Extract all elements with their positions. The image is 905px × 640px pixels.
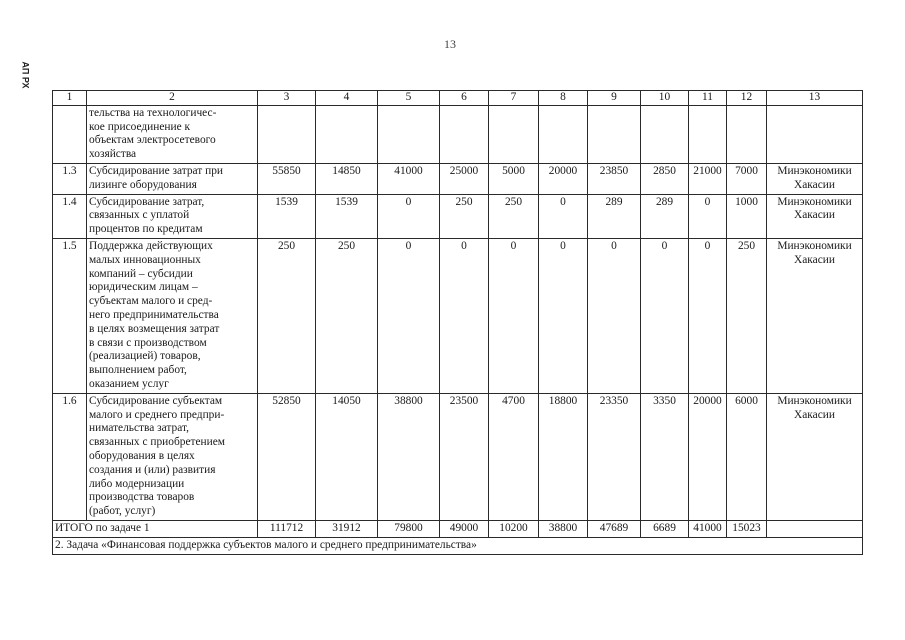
amount-cell: [641, 105, 689, 163]
amount-cell: 20000: [539, 163, 588, 194]
measure-name-line: субъектам малого и сред-: [89, 295, 213, 308]
measure-name-line: оказанием услуг: [89, 377, 169, 390]
executor-line: Минэкономики: [777, 239, 852, 252]
column-number-cell: 3: [258, 91, 316, 106]
total-amount-cell: 79800: [378, 520, 440, 537]
measure-name-cell: [87, 393, 258, 520]
executor-cell: [767, 194, 863, 238]
row-number-cell: [53, 105, 87, 163]
row-number-cell: 1.3: [53, 163, 87, 194]
side-stamp: [12, 62, 38, 88]
column-number-cell: 10: [641, 91, 689, 106]
amount-cell: 0: [440, 238, 489, 393]
measure-name-line: объектам электросетевого: [89, 134, 216, 147]
measure-name-cell: [87, 238, 258, 393]
amount-cell: 14050: [316, 393, 378, 520]
column-number-cell: 12: [727, 91, 767, 106]
column-number-row: [53, 91, 863, 106]
amount-cell: 55850: [258, 163, 316, 194]
amount-cell: 1539: [316, 194, 378, 238]
executor-cell: [767, 393, 863, 520]
total-amount-cell: 15023: [727, 520, 767, 537]
amount-cell: 38800: [378, 393, 440, 520]
amount-cell: [588, 105, 641, 163]
row-number-cell: 1.4: [53, 194, 87, 238]
amount-cell: 250: [489, 194, 539, 238]
task-row: [53, 537, 863, 554]
amount-cell: 0: [489, 238, 539, 393]
table-row: [53, 163, 863, 194]
executor-cell: [767, 105, 863, 163]
amount-cell: [316, 105, 378, 163]
table-row: [53, 194, 863, 238]
measure-name-line: в связи с производством: [89, 336, 207, 349]
executor-cell: [767, 163, 863, 194]
total-amount-cell: 41000: [689, 520, 727, 537]
measure-name-cell: [87, 105, 258, 163]
measure-name-line: оборудования в целях: [89, 449, 195, 462]
column-number-cell: 9: [588, 91, 641, 106]
amount-cell: 41000: [378, 163, 440, 194]
amount-cell: 23850: [588, 163, 641, 194]
amount-cell: 0: [539, 194, 588, 238]
amount-cell: 0: [539, 238, 588, 393]
row-number-cell: 1.5: [53, 238, 87, 393]
measure-name-line: компаний – субсидии: [89, 267, 193, 280]
total-executor-cell: [767, 520, 863, 537]
amount-cell: 250: [727, 238, 767, 393]
total-amount-cell: 47689: [588, 520, 641, 537]
measure-name-line: выполнением работ,: [89, 364, 187, 377]
measure-name-line: Субсидирование затрат при: [89, 164, 224, 177]
amount-cell: 18800: [539, 393, 588, 520]
amount-cell: [727, 105, 767, 163]
table-row: [53, 238, 863, 393]
total-row: [53, 520, 863, 537]
amount-cell: [258, 105, 316, 163]
table-row: [53, 105, 863, 163]
executor-line: Хакасии: [794, 209, 835, 222]
measure-name-line: производства товаров: [89, 491, 195, 504]
measure-name-line: Поддержка действующих: [89, 239, 213, 252]
measure-name-line: связанных с приобретением: [89, 436, 225, 449]
executor-line: Хакасии: [794, 253, 835, 266]
amount-cell: 4700: [489, 393, 539, 520]
amount-cell: [539, 105, 588, 163]
amount-cell: 0: [588, 238, 641, 393]
amount-cell: 250: [316, 238, 378, 393]
measure-name-line: малого и среднего предпри-: [89, 408, 225, 421]
executor-line: Минэкономики: [777, 394, 852, 407]
measure-name-line: юридическим лицам –: [89, 281, 198, 294]
total-amount-cell: 10200: [489, 520, 539, 537]
amount-cell: 23350: [588, 393, 641, 520]
measure-name-line: хозяйства: [89, 148, 137, 161]
column-number-cell: 6: [440, 91, 489, 106]
column-number-cell: 1: [53, 91, 87, 106]
amount-cell: 250: [258, 238, 316, 393]
side-stamp-text: АП РХ: [20, 61, 31, 89]
measure-name-cell: [87, 163, 258, 194]
column-number-cell: 5: [378, 91, 440, 106]
amount-cell: 5000: [489, 163, 539, 194]
executor-line: Хакасии: [794, 178, 835, 191]
measure-name-line: нимательства затрат,: [89, 422, 189, 435]
measure-name-line: Субсидирование субъектам: [89, 394, 223, 407]
measure-name-line: процентов по кредитам: [89, 223, 203, 236]
measure-name-line: либо модернизации: [89, 477, 185, 490]
amount-cell: [689, 105, 727, 163]
column-number-cell: 13: [767, 91, 863, 106]
column-number-cell: 2: [87, 91, 258, 106]
table-row: [53, 393, 863, 520]
total-amount-cell: 31912: [316, 520, 378, 537]
row-number-cell: 1.6: [53, 393, 87, 520]
measure-name-line: тельства на технологичес-: [89, 106, 217, 119]
amount-cell: 0: [689, 194, 727, 238]
amount-cell: 1539: [258, 194, 316, 238]
measure-name-line: Субсидирование затрат,: [89, 195, 205, 208]
measure-name-line: малых инновационных: [89, 253, 201, 266]
total-label-cell: ИТОГО по задаче 1: [53, 520, 258, 537]
column-number-cell: 11: [689, 91, 727, 106]
measure-name-line: лизинге оборудования: [89, 178, 197, 191]
amount-cell: [440, 105, 489, 163]
amount-cell: 6000: [727, 393, 767, 520]
amount-cell: 0: [378, 238, 440, 393]
total-amount-cell: 6689: [641, 520, 689, 537]
amount-cell: 0: [689, 238, 727, 393]
amount-cell: 0: [641, 238, 689, 393]
amount-cell: [378, 105, 440, 163]
total-amount-cell: 49000: [440, 520, 489, 537]
total-amount-cell: 111712: [258, 520, 316, 537]
page-number: 13: [444, 37, 456, 51]
amount-cell: 7000: [727, 163, 767, 194]
budget-table: [52, 90, 863, 555]
task-title-cell: 2. Задача «Финансовая поддержка субъектов малого и среднего предпринимательства»: [53, 537, 863, 554]
amount-cell: 20000: [689, 393, 727, 520]
measure-name-line: (работ, услуг): [89, 505, 156, 518]
measure-name-line: кое присоединение к: [89, 120, 191, 133]
column-number-cell: 7: [489, 91, 539, 106]
amount-cell: 3350: [641, 393, 689, 520]
amount-cell: 1000: [727, 194, 767, 238]
amount-cell: 25000: [440, 163, 489, 194]
executor-line: Минэкономики: [777, 164, 852, 177]
measure-name-cell: [87, 194, 258, 238]
executor-cell: [767, 238, 863, 393]
column-number-cell: 8: [539, 91, 588, 106]
amount-cell: 2850: [641, 163, 689, 194]
measure-name-line: (реализацией) товаров,: [89, 350, 201, 363]
amount-cell: 21000: [689, 163, 727, 194]
amount-cell: 14850: [316, 163, 378, 194]
amount-cell: 0: [378, 194, 440, 238]
amount-cell: [489, 105, 539, 163]
measure-name-line: связанных с уплатой: [89, 209, 190, 222]
amount-cell: 289: [641, 194, 689, 238]
amount-cell: 289: [588, 194, 641, 238]
measure-name-line: создания и (или) развития: [89, 463, 216, 476]
column-number-cell: 4: [316, 91, 378, 106]
amount-cell: 23500: [440, 393, 489, 520]
total-amount-cell: 38800: [539, 520, 588, 537]
measure-name-line: в целях возмещения затрат: [89, 322, 220, 335]
amount-cell: 250: [440, 194, 489, 238]
amount-cell: 52850: [258, 393, 316, 520]
executor-line: Хакасии: [794, 408, 835, 421]
measure-name-line: него предпринимательства: [89, 308, 219, 321]
executor-line: Минэкономики: [777, 195, 852, 208]
